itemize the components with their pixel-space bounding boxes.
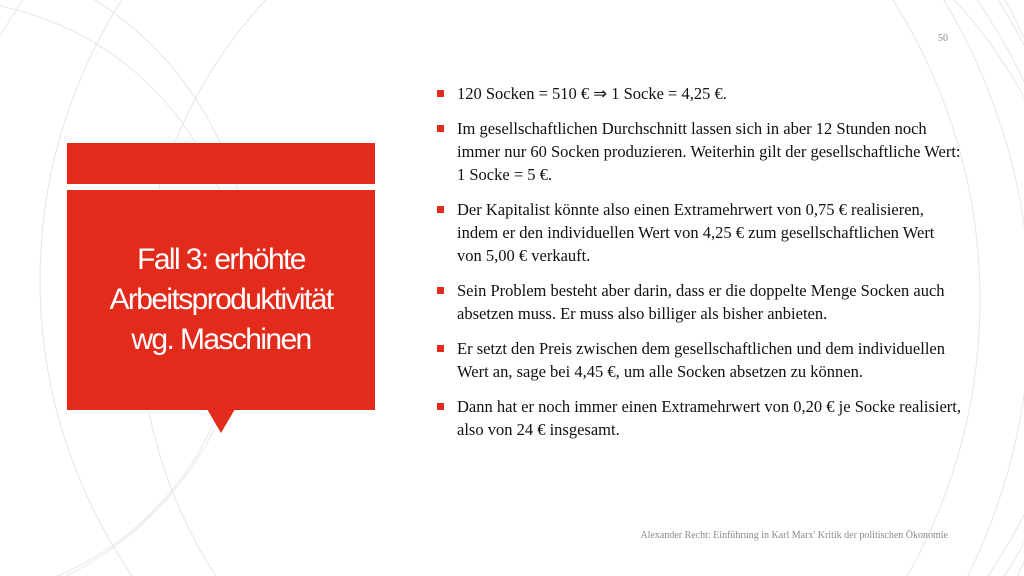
list-item bbox=[436, 82, 961, 105]
slide-title bbox=[109, 240, 332, 360]
bullet-text: Der Kapitalist könnte also einen Extramehrwert von 0,75 € realisieren, indem er den individuellen Wert von 4,25 € zum gesellschaftlichen Wert von 5,00 € verkauft. bbox=[457, 200, 935, 265]
bullet-text: Er setzt den Preis zwischen dem gesellschaftlichen und dem individuellen Wert an, sage bei 4,45 €, um alle Socken absetzen zu können. bbox=[457, 339, 945, 381]
title-accent-band bbox=[67, 143, 375, 184]
page-number: 50 bbox=[938, 33, 948, 44]
square-bullet-icon bbox=[437, 125, 444, 132]
square-bullet-icon bbox=[437, 90, 444, 97]
square-bullet-icon bbox=[437, 287, 444, 294]
list-item bbox=[436, 337, 961, 383]
bullet-list bbox=[436, 82, 961, 453]
bullet-text: 120 Socken = 510 € ⇒ 1 Socke = 4,25 €. bbox=[457, 84, 727, 103]
square-bullet-icon bbox=[437, 206, 444, 213]
bullet-text: Im gesellschaftlichen Durchschnitt lassen sich in aber 12 Stunden noch immer nur 60 Socken produzieren. Weiterhin gilt der gesellschaftliche Wert: 1 Socke = 5 €. bbox=[457, 119, 961, 184]
bullet-text: Dann hat er noch immer einen Extramehrwert von 0,20 € je Socke realisiert, also von 24 € insgesamt. bbox=[457, 397, 961, 439]
footer-text: Alexander Recht: Einführung in Karl Marx' Kritik der politischen Ökonomie bbox=[640, 530, 948, 541]
title-line-1: Fall 3: erhöhte bbox=[137, 243, 305, 276]
title-line-2: Arbeitsproduktivität bbox=[109, 283, 333, 316]
list-item bbox=[436, 279, 961, 325]
list-item bbox=[436, 198, 961, 267]
list-item bbox=[436, 117, 961, 186]
title-box bbox=[67, 190, 375, 410]
square-bullet-icon bbox=[437, 345, 444, 352]
list-item bbox=[436, 395, 961, 441]
bullet-text: Sein Problem besteht aber darin, dass er die doppelte Menge Socken auch absetzen muss. Er muss also billiger als bisher anbieten. bbox=[457, 281, 945, 323]
square-bullet-icon bbox=[437, 403, 444, 410]
title-line-3: wg. Maschinen bbox=[131, 323, 311, 356]
title-pointer bbox=[207, 409, 235, 433]
